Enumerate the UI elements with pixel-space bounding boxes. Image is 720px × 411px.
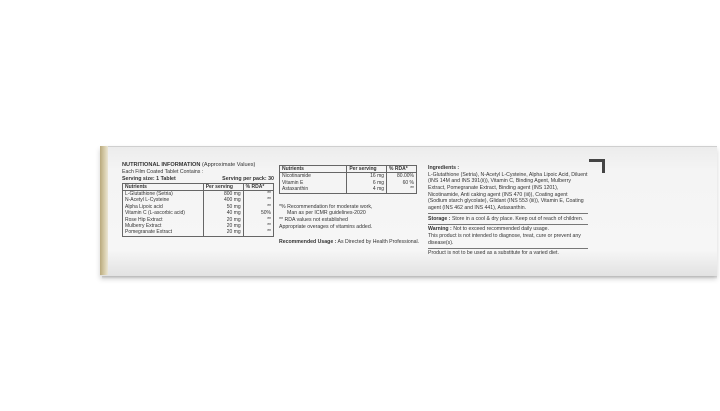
footnotes <box>279 204 424 231</box>
nutrient-name: Mulberry Extract <box>123 223 204 229</box>
middle-panel <box>279 165 424 246</box>
footnote-icmr: Man as per ICMR guidelines-2020 <box>287 210 366 217</box>
table-row <box>123 190 274 197</box>
footnote-rda: *% Recommendation for moderate work, <box>279 203 373 210</box>
nutrient-rda: 80.00% <box>387 173 417 180</box>
storage-label: Storage : <box>428 215 451 222</box>
nutrient-name: Nicotinamide <box>280 173 347 180</box>
footnote-not-established: ** RDA values not established <box>279 216 348 223</box>
nutrition-table-2-header <box>280 166 417 173</box>
each-tablet-note: Each Film Coated Tablet Contains : <box>122 169 204 176</box>
nutrient-value: 20 mg <box>203 229 243 236</box>
nutrient-value: 800 mg <box>203 190 243 197</box>
nutrient-rda: ** <box>243 223 273 229</box>
nutrient-rda: 50% <box>243 210 273 216</box>
ingredients-text: L-Glutathione (Setria), N-Acetyl L-Cysteine, Alpha Lipoic Acid, Diluent (INS 14M and INS 391(ii)), Vitamin C, Binding Agent, Mulberry Extract, Pomegranate Extract, Binding agent (INS 1201), Nicotinamide, Anti caking agent (INS 470 (iii)), Coating agent (Sodium starch glycolate), Glidant (INS 553 (iii)), Vitamin E, Coating agent (INS 462 and INS 441), Astaxanthin. <box>428 171 588 211</box>
footnote-overages: Appropriate overages of vitamins added. <box>279 223 373 230</box>
ingredients-label: Ingredients : <box>428 165 460 171</box>
serving-row <box>122 176 274 183</box>
warning-block <box>428 226 588 248</box>
table-row <box>123 229 274 236</box>
header-rda: % RDA* <box>243 183 273 190</box>
nutrient-value: 50 mg <box>203 204 243 210</box>
storage-block <box>428 216 588 225</box>
header-per-serving-2: Per serving <box>347 166 387 173</box>
nutrient-name: Astaxanthin <box>280 186 347 193</box>
nutrient-value: 20 mg <box>203 217 243 223</box>
warning-text: Not to exceed recommended daily usage. <box>453 226 549 233</box>
nutrient-rda: ** <box>243 229 273 236</box>
nutrient-rda: ** <box>387 186 417 193</box>
usage-label: Recommended Usage : <box>279 239 337 246</box>
box-side-edge <box>100 146 108 275</box>
nutrient-rda: ** <box>243 204 273 210</box>
supplement-note: Product is not to be used as a substitute for a varied diet. <box>428 250 559 257</box>
nutrient-rda: ** <box>243 217 273 223</box>
nutrient-value: 16 mg <box>347 173 387 180</box>
nutritional-title-note: (Approximate Values) <box>201 162 256 168</box>
corner-mark-icon <box>589 159 605 173</box>
nutrient-rda: ** <box>243 190 273 197</box>
nutritional-info-panel <box>122 162 278 237</box>
warning-label: Warning : <box>428 226 452 233</box>
nutrient-name: N-Acetyl L-Cysteine <box>123 197 204 203</box>
nutrition-table-header <box>123 183 274 190</box>
header-per-serving: Per serving <box>203 183 243 190</box>
nutrient-value: 6 mg <box>347 180 387 186</box>
nutrient-value: 40 mg <box>203 210 243 216</box>
serving-size: Serving size: 1 Tablet <box>122 175 176 182</box>
nutrient-value: 4 mg <box>347 186 387 193</box>
header-nutrients-2: Nutrients <box>280 166 347 173</box>
nutrient-name: Vitamin C (L-ascorbic acid) <box>123 210 204 216</box>
usage-text: As Directed by Health Professional. <box>337 239 420 246</box>
nutrient-name: Rose Hip Extract <box>123 217 204 223</box>
nutrition-table <box>122 183 274 237</box>
nutrient-value: 20 mg <box>203 223 243 229</box>
recommended-usage <box>279 239 424 246</box>
nutritional-title-text: NUTRITIONAL INFORMATION <box>122 162 201 168</box>
table-row <box>280 186 417 193</box>
ingredients-block <box>428 165 588 214</box>
nutrient-name: Pomegranate Extract <box>123 229 204 236</box>
header-rda-2: % RDA* <box>387 166 417 173</box>
storage-text: Store in a cool & dry place. Keep out of reach of children. <box>451 215 584 222</box>
nutrient-value: 400 mg <box>203 197 243 203</box>
nutrient-name: L-Glutathione (Setria) <box>123 190 204 197</box>
serving-per-pack: Serving per pack: 30 <box>222 175 274 182</box>
nutritional-title <box>122 162 278 169</box>
ingredients-panel <box>428 165 588 257</box>
nutrient-name: Alpha Lipoic acid <box>123 204 204 210</box>
disclaimer-text: This product is not intended to diagnose, treat, cure or prevent any disease(s). <box>428 232 581 246</box>
nutrition-table-2 <box>279 165 417 194</box>
table-row <box>280 173 417 180</box>
nutrient-rda: ** <box>243 197 273 203</box>
nutrient-name: Vitamin E <box>280 180 347 186</box>
nutrient-rda: 60 % <box>387 180 417 186</box>
header-nutrients: Nutrients <box>123 183 204 190</box>
